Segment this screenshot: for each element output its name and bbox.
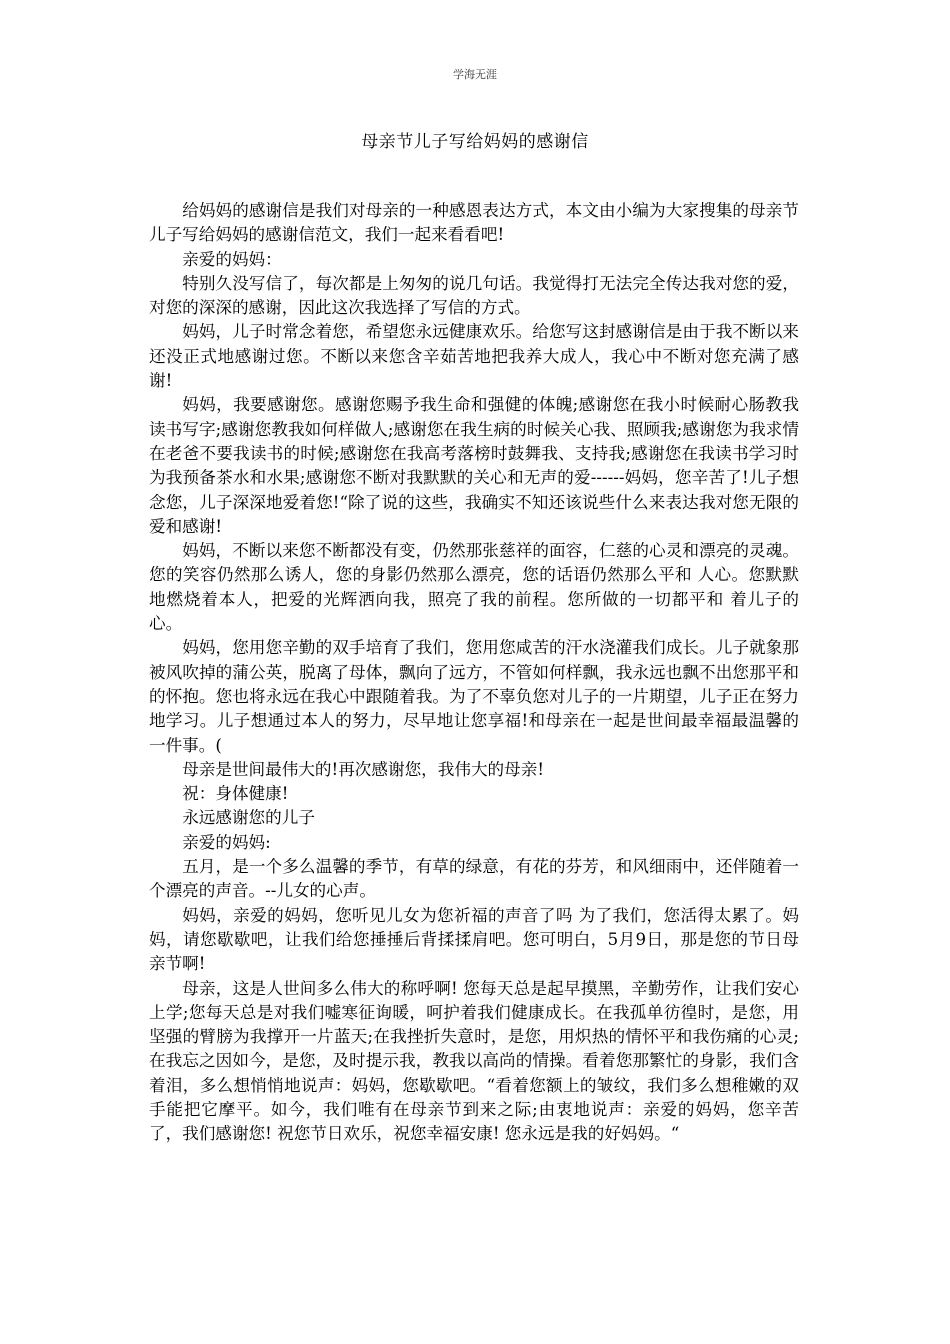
paragraph: 妈妈，亲爱的妈妈，您听见儿女为您祈福的声音了吗 为了我们，您活得太累了。妈妈，请您歇歇吧，让我们给您捶捶后背揉揉肩吧。您可明白，5月9日，那是您的节日母亲节啊! — [149, 905, 799, 974]
paragraph-salutation: 亲爱的妈妈： — [182, 249, 282, 269]
paragraph: 母亲，这是人世间多么伟大的称呼啊! 您每天总是起早摸黑，辛勤劳作，让我们安心上学;您每天总是对我们嘘寒征询暖，呵护着我们健康成长。在我孤单彷徨时，是您，用坚强的臂膀为我撑开一片蓝天;在我挫折失意时，是您，用炽热的情怀平和我伤痛的心灵;在我忘之因如今，是您，及时提示我，教我以高尚的情操。看着您那繁忙的身影，我们含着泪，多么想悄悄地说声：妈妈，您歇歇吧。“看着您额上的皱纹，我们多么想稚嫩的双手能把它摩平。如今，我们唯有在母亲节到来之际;由衷地说声：亲爱的妈妈，您辛苦了，我们感谢您! 祝您节日欢乐，祝您幸福安康! 您永远是我的好妈妈。“ — [149, 978, 799, 1144]
paragraph: 妈妈，儿子时常念着您，希望您永远健康欢乐。给您写这封感谢信是由于我不断以来还没正式地感谢过您。不断以来您含辛茹苦地把我养大成人，我心中不断对您充满了感谢! — [149, 322, 799, 391]
paragraph: 妈妈，不断以来您不断都没有变，仍然那张慈祥的面容，仁慈的心灵和漂亮的灵魂。您的笑容仍然那么诱人，您的身影仍然那么漂亮，您的话语仍然那么平和 人心。您默默地燃烧着本人，把爱的光辉洒向我，照亮了我的前程。您所做的一切都平和 着儿子的心。 — [149, 541, 799, 634]
paragraph-signature: 永远感谢您的儿子 — [182, 808, 315, 828]
paragraph: 妈妈，我要感谢您。感谢您赐予我生命和强健的体魄;感谢您在我小时候耐心肠教我读书写字;感谢您教我如何样做人;感谢您在我生病的时候关心我、照顾我;感谢您为我求情在老爸不要我读书的时候;感谢您在我高考落榜时鼓舞我、支持我;感谢您在我读书学习时为我预备茶水和水果;感谢您不断对我默默的关心和无声的爱------妈妈，您辛苦了!儿子想念您，儿子深深地爱着您!“除了说的这些，我确实不知还该说些什么来表达我对您无限的爱和感谢! — [149, 395, 799, 536]
document-body — [149, 199, 799, 1147]
paragraph-intro: 给妈妈的感谢信是我们对母亲的一种感恩表达方式，本文由小编为大家搜集的母亲节儿子写给妈妈的感谢信范文，我们一起来看看吧! — [149, 201, 799, 245]
paragraph-salutation: 亲爱的妈妈: — [182, 832, 271, 852]
paragraph: 五月，是一个多么温馨的季节，有草的绿意，有花的芬芳，和风细雨中，还伴随着一个漂亮的声音。--儿女的心声。 — [149, 857, 799, 901]
paragraph-wish: 祝：身体健康! — [182, 784, 289, 804]
paragraph: 妈妈，您用您辛勤的双手培育了我们，您用您咸苦的汗水浇灌我们成长。儿子就象那被风吹掉的蒲公英，脱离了母体，飘向了远方，不管如何样飘，我永远也飘不出您那平和 的怀抱。您也将永远在我心中跟随着我。为了不辜负您对儿子的一片期望，儿子正在努力地学习。儿子想通过本人的努力，尽早地让您享福!和母亲在一起是世间最幸福最温馨的一件事。( — [149, 638, 799, 755]
paragraph: 母亲是世间最伟大的!再次感谢您，我伟大的母亲! — [182, 759, 544, 779]
page-header: 学海无涯 — [453, 68, 497, 81]
paragraph: 特别久没写信了，每次都是上匆匆的说几句话。我觉得打无法完全传达我对您的爱，对您的深深的感谢，因此这次我选择了写信的方式。 — [149, 273, 799, 318]
document-title: 母亲节儿子写给妈妈的感谢信 — [361, 132, 589, 152]
